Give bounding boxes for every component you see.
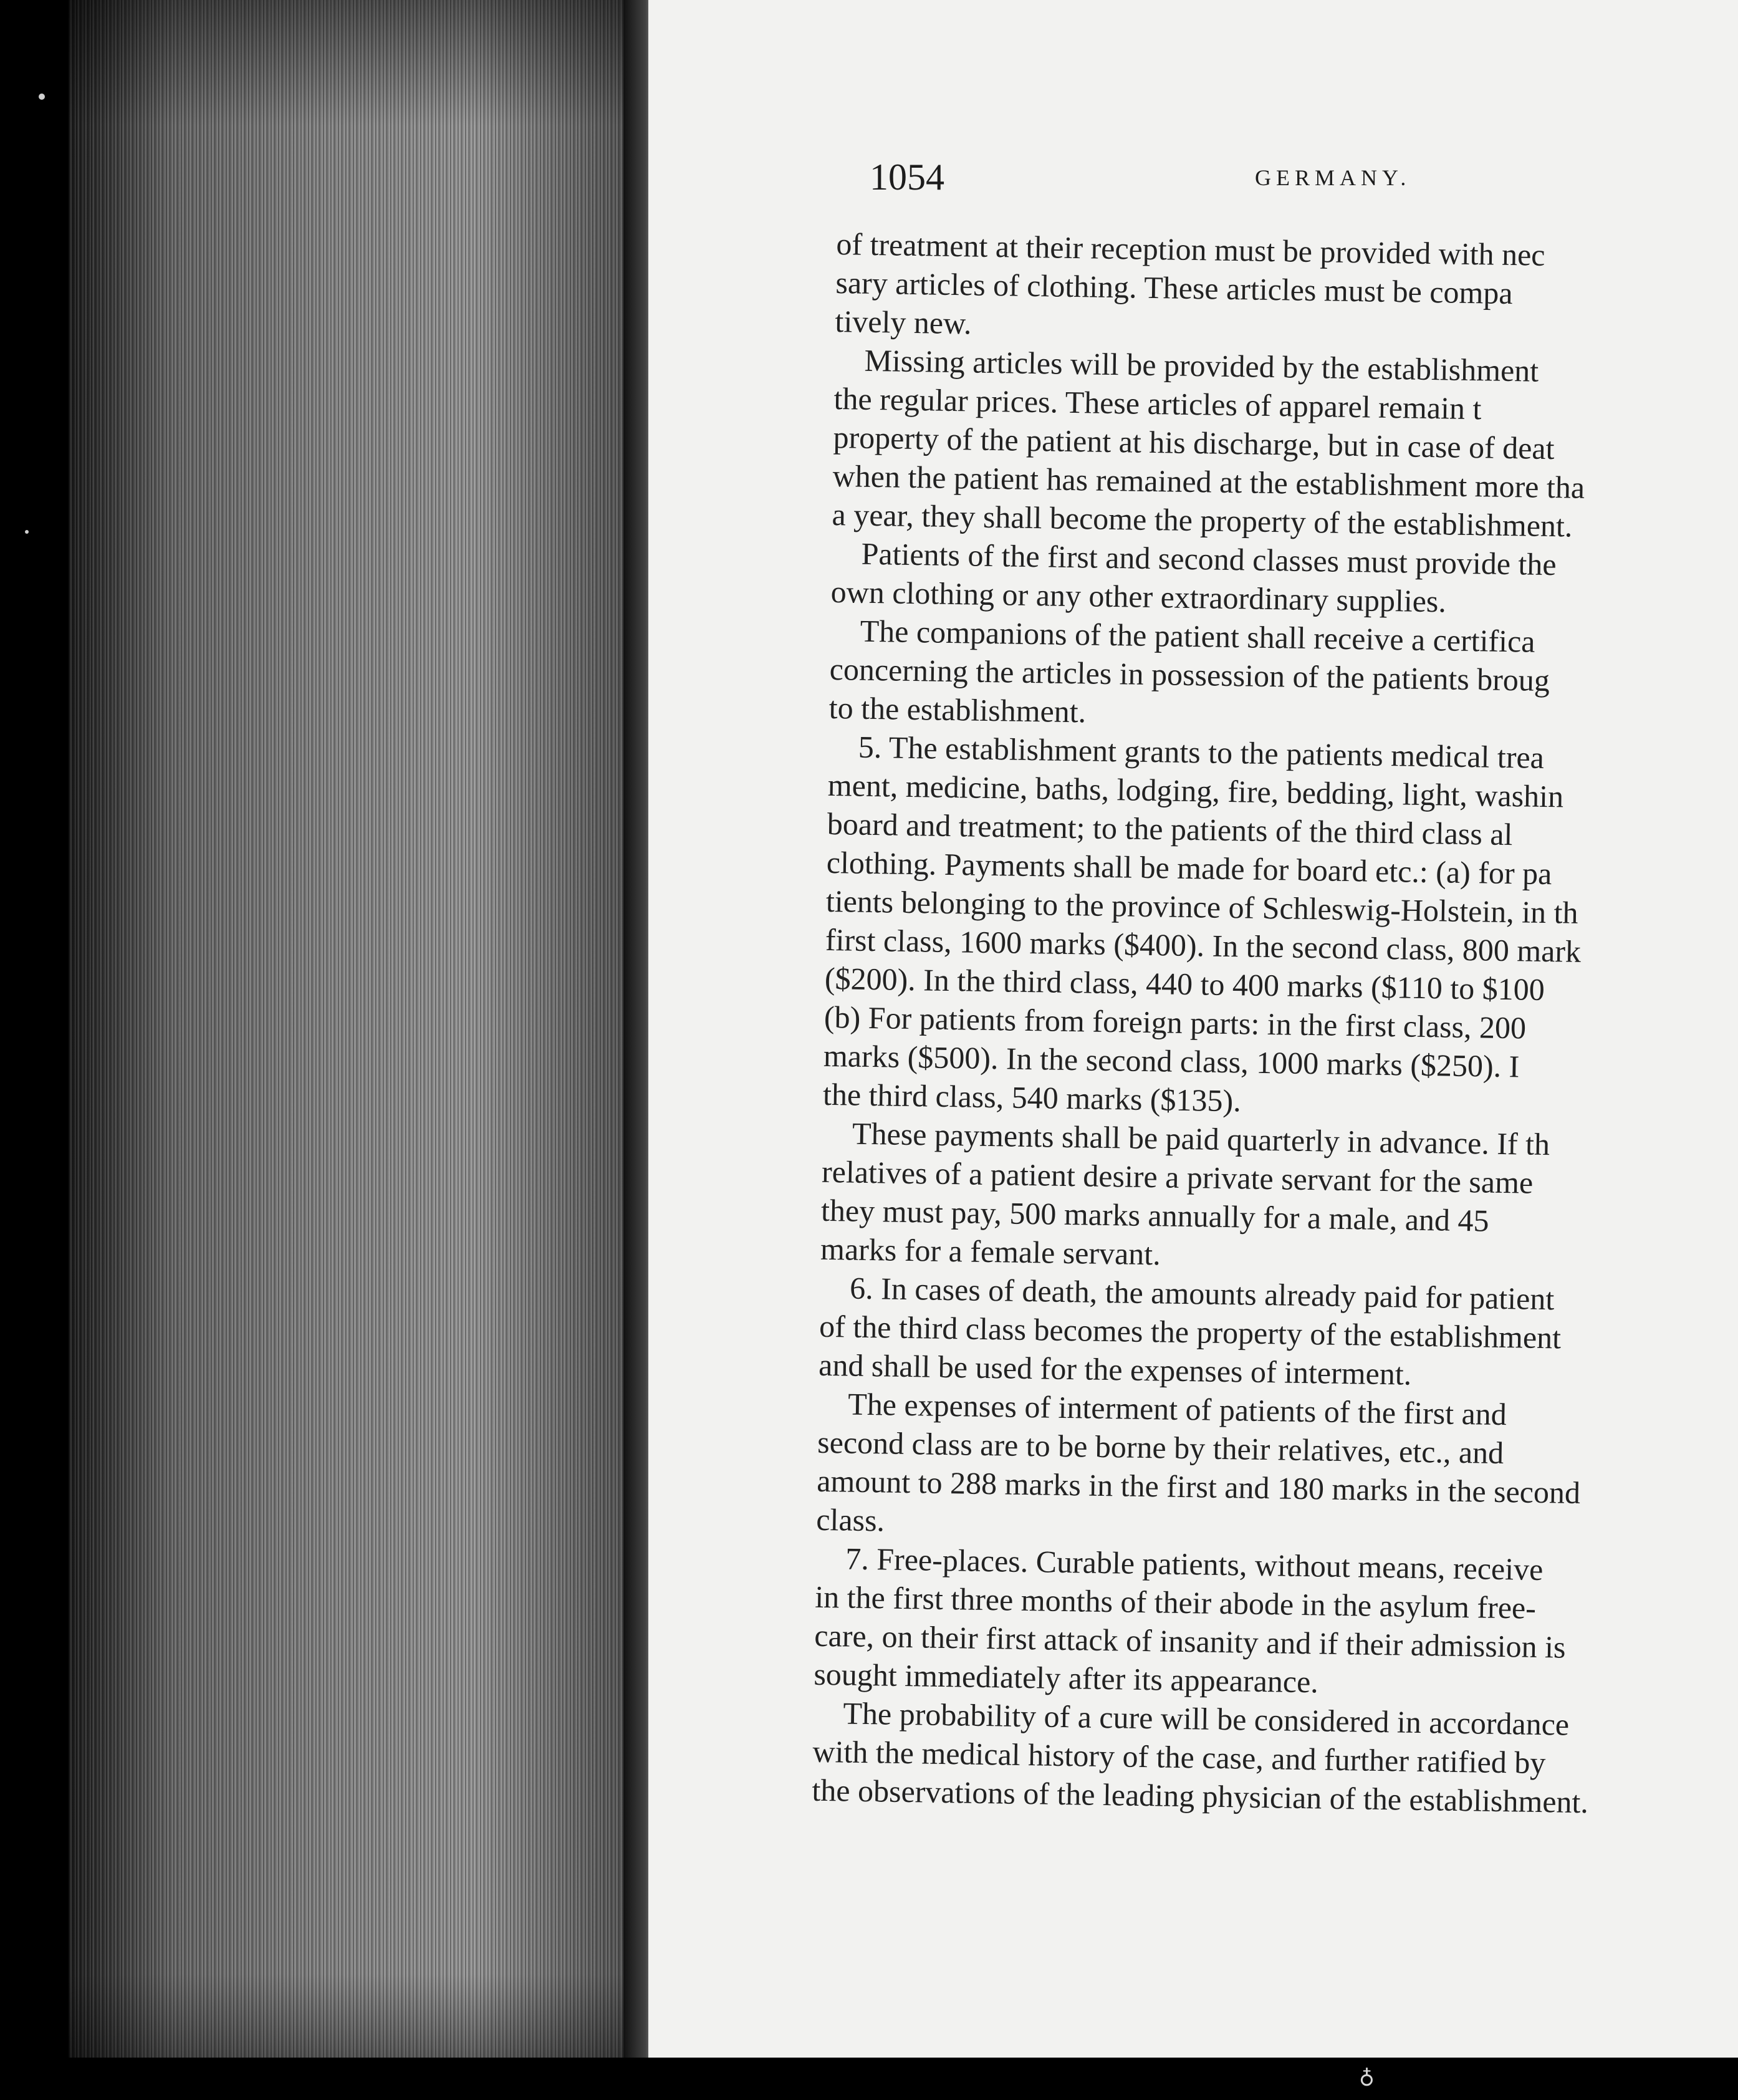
text-line: of treatment at their reception must be provided with nec: [836, 226, 1545, 272]
text-line: a year, they shall become the property of the establishment.: [832, 496, 1573, 544]
text-line: The expenses of interment of patients of the first and: [847, 1386, 1507, 1432]
running-head: [870, 156, 1738, 206]
text-line: 6. In cases of death, the amounts already paid for patient: [849, 1270, 1555, 1317]
text-line: Patients of the first and second classes must provide the: [861, 536, 1557, 582]
text-line: tively new.: [835, 303, 972, 341]
running-title: GERMANY.: [1255, 165, 1411, 190]
page-number: 1054: [870, 157, 944, 198]
body-text: [810, 224, 1738, 1922]
paragraph: [819, 1268, 1722, 1399]
text-line: sary articles of clothing. These articles must be compa: [835, 264, 1514, 311]
text-line: the third class, 540 marks ($135).: [822, 1076, 1242, 1119]
text-line: they must pay, 500 marks annually for a male, and 45: [820, 1192, 1489, 1238]
text-line: own clothing or any other extraordinary supplies.: [830, 574, 1447, 619]
text-line: board and treatment; to the patients of the third class al: [827, 806, 1513, 852]
text-line: second class are to be borne by their relatives, etc., and: [817, 1424, 1504, 1471]
paragraph: [814, 1539, 1717, 1708]
text-line: care, on their first attack of insanity and if their admission is: [814, 1617, 1566, 1665]
paragraph: [820, 1114, 1724, 1283]
book-page-edges: [69, 0, 648, 2100]
paragraph: [812, 1693, 1715, 1824]
paragraph: [816, 1384, 1720, 1553]
paragraph: [832, 340, 1736, 548]
text-line: These payments shall be paid quarterly in advance. If th: [852, 1115, 1550, 1162]
paragraph: [828, 611, 1732, 741]
paragraph: [830, 534, 1733, 625]
text-line: ($200). In the third class, 440 to 400 marks ($110 to $100: [824, 960, 1545, 1007]
scan-speck: [39, 94, 45, 100]
text-line: (b) For patients from foreign parts: in the first class, 200: [823, 999, 1527, 1046]
paragraph: [823, 727, 1731, 1128]
text-line: amount to 288 marks in the first and 180 marks in the second: [816, 1463, 1581, 1510]
text-line: tients belonging to the province of Schleswig-Holstein, in th: [825, 883, 1579, 930]
text-line: the regular prices. These articles of apparel remain t: [833, 380, 1482, 426]
scan-mark-icon: ♁: [1359, 2065, 1375, 2088]
text-line: Missing articles will be provided by the establishment: [864, 342, 1539, 388]
text-line: 7. Free-places. Curable patients, without means, receive: [845, 1541, 1544, 1587]
text-line: The probability of a cure will be considered in accordance: [843, 1695, 1570, 1742]
text-line: sought immediately after its appearance.: [814, 1656, 1319, 1700]
text-line: class.: [815, 1501, 885, 1538]
text-line: clothing. Payments shall be made for board etc.: (a) for pa: [826, 844, 1552, 892]
text-line: first class, 1600 marks ($400). In the second class, 800 mark: [825, 922, 1582, 969]
text-line: relatives of a patient desire a private servant for the same: [821, 1154, 1534, 1200]
text-line: with the medical history of the case, and further ratified by: [812, 1733, 1546, 1781]
text-line: in the first three months of their abode in the asylum free-: [814, 1579, 1537, 1626]
text-line: marks for a female servant.: [820, 1231, 1161, 1272]
text-line: ment, medicine, baths, lodging, fire, bedding, light, washin: [827, 767, 1564, 814]
scan-border-bottom: [0, 2058, 1738, 2100]
text-line: and shall be used for the expenses of interment.: [818, 1347, 1412, 1392]
text-line: marks ($500). In the second class, 1000 marks ($250). I: [823, 1038, 1520, 1084]
text-line: concerning the articles in possession of the patients broug: [829, 651, 1550, 698]
text-line: 5. The establishment grants to the patients medical trea: [858, 729, 1545, 775]
text-line: to the establishment.: [828, 690, 1087, 730]
text-line: when the patient has remained at the establishment more tha: [832, 458, 1585, 505]
text-line: the observations of the leading physician of the establishment.: [812, 1772, 1589, 1820]
scan-border: [0, 0, 69, 2100]
paragraph: [835, 224, 1738, 355]
text-line: property of the patient at his discharge, but in case of deat: [833, 419, 1555, 466]
text-line: The companions of the patient shall receive a certifica: [860, 613, 1535, 659]
text-line: of the third class becomes the property of the establishment: [819, 1308, 1562, 1356]
scan-speck: [25, 530, 29, 534]
